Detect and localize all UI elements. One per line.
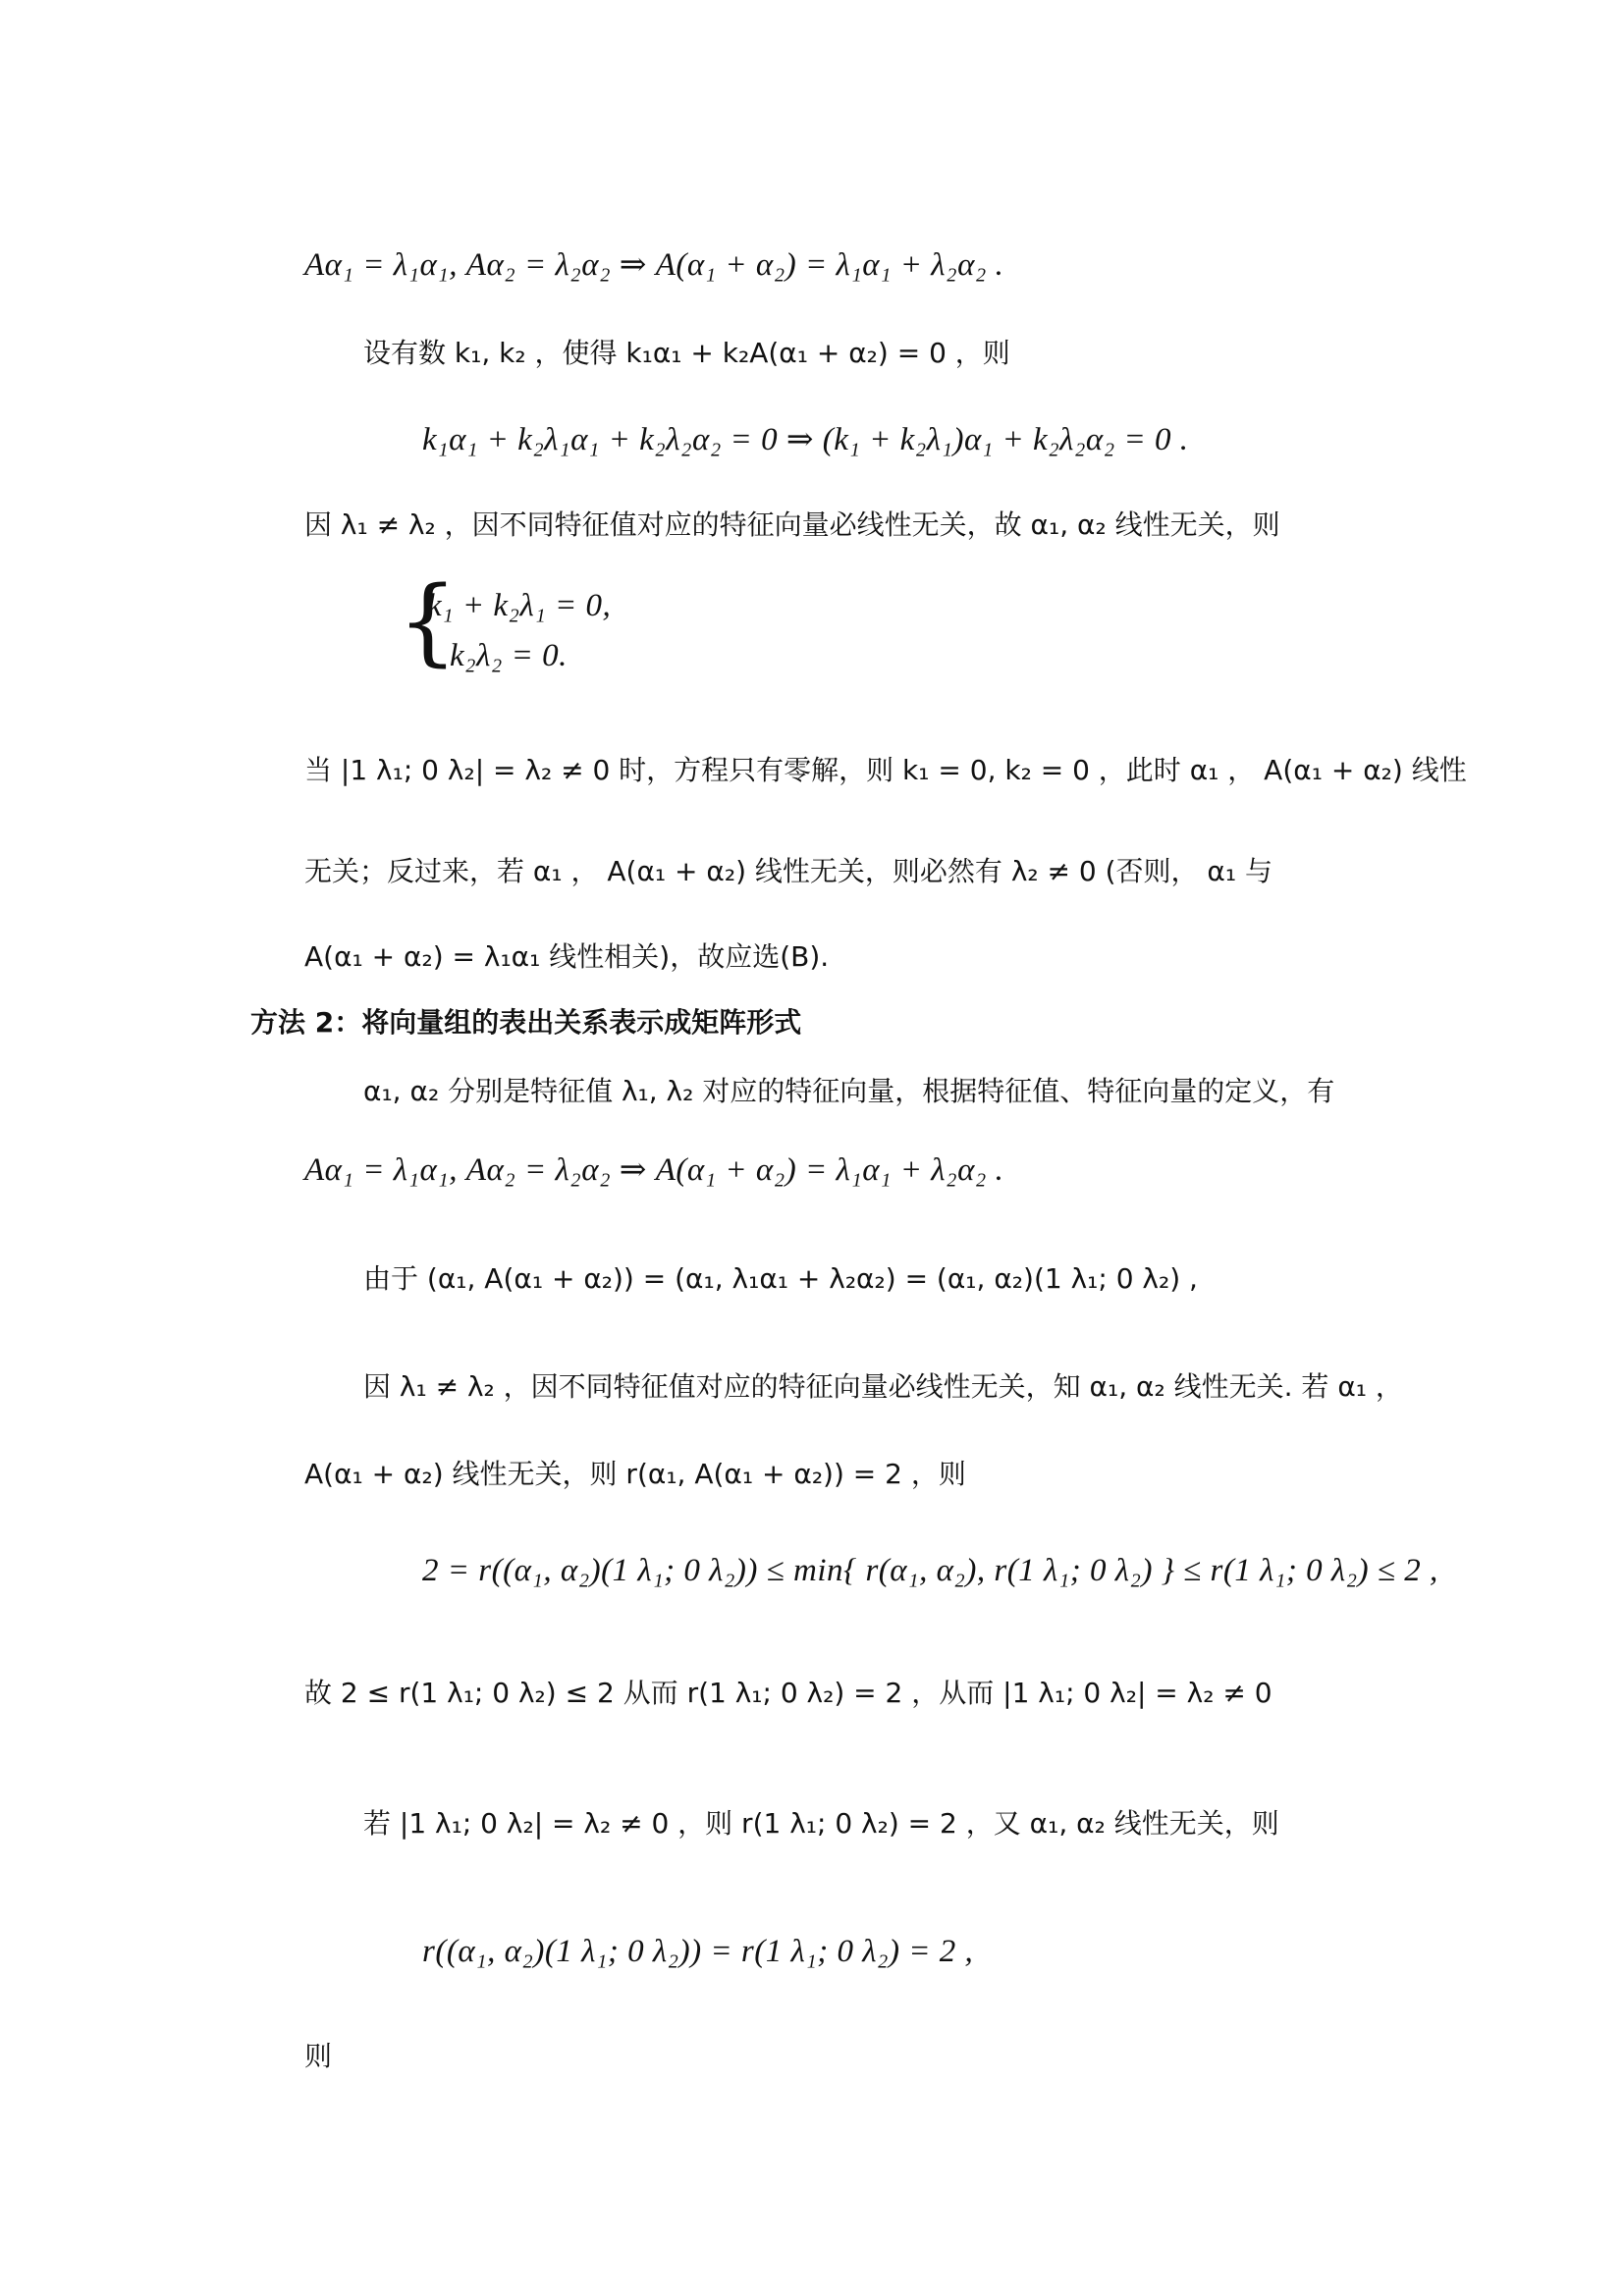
equation-matrix-form: 由于 (α₁, A(α₁ + α₂)) = (α₁, λ₁α₁ + λ₂α₂) = (α₁, α₂)(1 λ₁; 0 λ₂) , [363, 1262, 1198, 1295]
equation-eigen-relation-1: Aα₁ = λ₁α₁, Aα₂ = λ₂α₂ ⇒ A(α₁ + α₂) = λ₁α₁ + λ₂α₂ . [304, 247, 1004, 283]
paragraph-eigen-definition: α₁, α₂ 分别是特征值 λ₁, λ₂ 对应的特征向量，根据特征值、特征向量的定义，有 [363, 1075, 1335, 1107]
paragraph-converse-determinant: 若 |1 λ₁; 0 λ₂| = λ₂ ≠ 0 ，则 r(1 λ₁; 0 λ₂) = 2 ，又 α₁, α₂ 线性无关，则 [363, 1807, 1279, 1840]
paragraph-eigenvalues-distinct: 因 λ₁ ≠ λ₂ ，因不同特征值对应的特征向量必线性无关，故 α₁, α₂ 线性无关，则 [304, 508, 1280, 541]
heading-method-2: 方法 2：将向量组的表出关系表示成矩阵形式 [250, 1006, 802, 1039]
equation-rank-inequality: 2 = r((α₁, α₂)(1 λ₁; 0 λ₂)) ≤ min{ r(α₁, α₂), r(1 λ₁; 0 λ₂) } ≤ r(1 λ₁; 0 λ₂) ≤ 2 , [422, 1553, 1438, 1588]
paragraph-then: 则 [304, 2040, 333, 2072]
system-equation-2: k₂λ₂ = 0. [450, 638, 568, 673]
equation-rank-product: r((α₁, α₂)(1 λ₁; 0 λ₂)) = r(1 λ₁; 0 λ₂) = 2 , [422, 1934, 974, 1969]
paragraph-determinant-condition: 当 |1 λ₁; 0 λ₂| = λ₂ ≠ 0 时，方程只有零解，则 k₁ = 0, k₂ = 0 ，此时 α₁ ， A(α₁ + α₂) 线性 [304, 754, 1467, 786]
paragraph-rank-equals-two: 故 2 ≤ r(1 λ₁; 0 λ₂) ≤ 2 从而 r(1 λ₁; 0 λ₂) = 2 ，从而 |1 λ₁; 0 λ₂| = λ₂ ≠ 0 [304, 1677, 1272, 1709]
paragraph-set-coefficients: 设有数 k₁, k₂ ，使得 k₁α₁ + k₂A(α₁ + α₂) = 0 ，则 [363, 337, 1010, 369]
equation-linear-combination: k₁α₁ + k₂λ₁α₁ + k₂λ₂α₂ = 0 ⇒ (k₁ + k₂λ₁)α₁ + k₂λ₂α₂ = 0 . [422, 422, 1189, 457]
equation-eigen-relation-2: Aα₁ = λ₁α₁, Aα₂ = λ₂α₂ ⇒ A(α₁ + α₂) = λ₁α₁ + λ₂α₂ . [304, 1152, 1004, 1188]
paragraph-converse: 无关；反过来，若 α₁ ， A(α₁ + α₂) 线性无关，则必然有 λ₂ ≠ 0 (否则， α₁ 与 [304, 855, 1272, 887]
paragraph-rank-condition: A(α₁ + α₂) 线性无关，则 r(α₁, A(α₁ + α₂)) = 2 ，则 [304, 1458, 966, 1490]
system-left-brace: { [398, 566, 459, 676]
paragraph-conclusion-b: A(α₁ + α₂) = λ₁α₁ 线性相关)，故应选(B). [304, 940, 830, 973]
paragraph-linear-independence: 因 λ₁ ≠ λ₂ ，因不同特征值对应的特征向量必线性无关，知 α₁, α₂ 线性无关. 若 α₁ ， [363, 1370, 1403, 1403]
system-equation-1: k₁ + k₂λ₁ = 0, [427, 588, 612, 623]
